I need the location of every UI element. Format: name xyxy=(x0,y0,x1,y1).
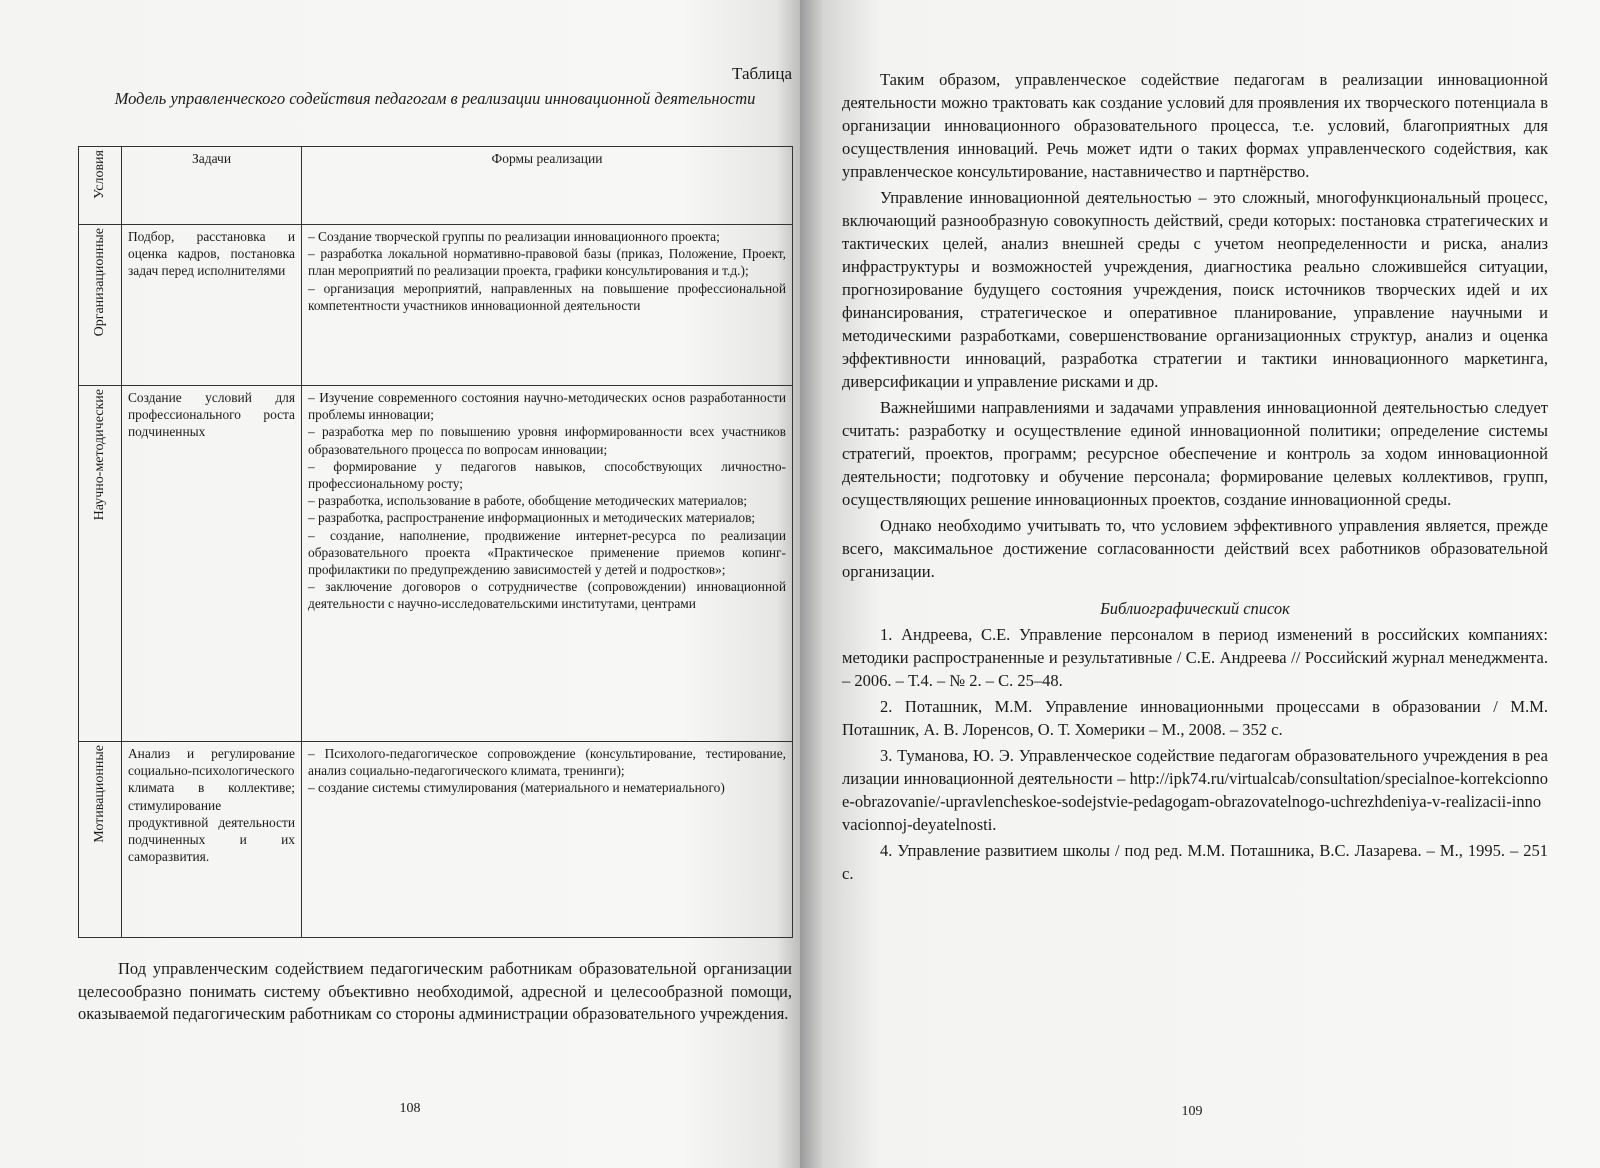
bibliography-item: 3. Туманова, Ю. Э. Управленческое содействие педагогам образовательного учреждения в реализации инновационной деятельности – http://ipk74.ru/virtualcab/consultation/specialnoe-korrekcionnoe-obrazovanie/-upravlencheskoe-sodejstvie-pedagogam-obrazovatelnogo-uchrezhdeniya-v-realizacii-innovacionnoj-deyatelnosti. xyxy=(842,746,1548,834)
condition-cell: Научно-методические xyxy=(79,386,122,742)
form-item: – организация мероприятий, направленных на повышение профессиональной компетентности участников инновационной деятельности xyxy=(308,280,786,313)
task-cell: Подбор, расстановка и оценка кадров, постановка задач перед исполнителями xyxy=(122,225,302,386)
bibliography-item: 4. Управление развитием школы / под ред. М.М. Поташника, В.С. Лазарева. – М., 1995. – 251 с. xyxy=(842,841,1548,883)
form-item: – заключение договоров о сотрудничестве (сопровождении) инновационной деятельности с научно-исследовательскими институтами, центрами xyxy=(308,579,786,612)
table-title: Модель управленческого содействия педагогам в реализации инновационной деятельности xyxy=(114,89,756,108)
condition-cell: Организационные xyxy=(79,225,122,386)
forms-cell xyxy=(302,386,793,742)
table-label: Таблица xyxy=(732,64,792,83)
model-table xyxy=(78,146,793,938)
body-paragraph: Таким образом, управленческое содействие педагогам в реализации инновационной деятельности можно трактовать как создание условий для проявления их творческого потенциала в организации инновационного образовательного процесса, т.е. условий, благоприятных для осуществления инноваций. Речь может идти о таких формах управленческого содействия, как управленческое консультирование, наставничество и партнёрство. xyxy=(842,70,1548,181)
body-paragraph: Важнейшими направлениями и задачами управления инновационной деятельностью следует считать: разработку и осуществление единой инновационной политики; определение системы стратегий, проектов, программ; ресурсное обеспечение и контроль за ходом инновационной деятельности; подготовку и обучение персонала; формирование целевых коллективов, групп, осуществляющих решение инновационных проектов, создание инновационной среды. xyxy=(842,398,1548,509)
forms-cell xyxy=(302,742,793,938)
right-page xyxy=(800,0,1600,1168)
table-header-row xyxy=(79,147,793,225)
body-paragraph: Однако необходимо учитывать то, что условием эффективного управления является, прежде всего, максимальное достижение согласованности действий всех работников образовательной организации. xyxy=(842,516,1548,581)
task-cell: Создание условий для профессионального роста подчиненных xyxy=(122,386,302,742)
form-item: – разработка, использование в работе, обобщение методических материалов; xyxy=(308,493,748,509)
header-tasks: Задачи xyxy=(122,147,302,225)
form-item: – разработка локальной нормативно-правовой базы (приказ, Положение, Проект, план мероприятий по реализации проекта, графики консультирования и т.д.); xyxy=(308,246,786,279)
form-item: – Изучение современного состояния научно-методических основ разработанности проблемы инновации; xyxy=(308,390,786,423)
bibliography-heading: Библиографический список xyxy=(1100,599,1290,618)
right-page-text xyxy=(842,68,1548,885)
form-item: – разработка мер по повышению уровня информированности всех участников образовательного процесса по вопросам инновации; xyxy=(308,424,786,457)
condition-cell: Мотивационные xyxy=(79,742,122,938)
table-row xyxy=(79,386,793,742)
bibliography-item: 2. Поташник, М.М. Управление инновационными процессами в образовании / М.М. Поташник, А. В. Лоренсов, О. Т. Хомерики – М., 2008. – 352 с. xyxy=(842,697,1548,739)
table-row xyxy=(79,225,793,386)
header-conditions: Условия xyxy=(79,147,122,225)
bibliography-item: 1. Андреева, С.Е. Управление персоналом в период изменений в российских компаниях: методики распространенные и результативные / С.Е. Андреева // Российский журнал менеджмента. – 2006. – Т.4. – № 2. – С. 25–48. xyxy=(842,625,1548,690)
form-item: – создание системы стимулирования (материального и нематериального) xyxy=(308,780,725,796)
page-number: 109 xyxy=(1181,1104,1203,1119)
form-item: – разработка, распространение информационных и методических материалов; xyxy=(308,510,756,526)
form-item: – формирование у педагогов навыков, способствующих личностно-профессиональному росту; xyxy=(308,458,786,492)
body-paragraph: Управление инновационной деятельностью – это сложный, многофункциональный процесс, включающий разнообразную совокупность действий, среди которых: постановка стратегических и тактических целей, анализ внешней среды с учетом неопределенности и риска, анализ инфраструктуры и возможностей учреждения, диагностика реально сложившейся ситуации, прогнозирование будущего состояния учреждения, поиск источников творческих идей и их финансирования, стратегическое и оперативное планирование, управление научными и методическими разработками, совершенствование организационных структур, анализ и оценка эффективности инноваций, разработка стратегии и тактики инновационного маркетинга, диверсификации и управление рисками и др. xyxy=(842,188,1548,391)
header-forms: Формы реализации xyxy=(302,147,793,225)
table-row xyxy=(79,742,793,938)
forms-cell xyxy=(302,225,793,386)
body-paragraph: Под управленческим содействием педагогическим работникам образовательной организации целесообразно понимать систему объективно необходимой, адресной и целесообразной помощи, оказываемой педагогическим работникам со стороны администрации образовательного учреждения. xyxy=(78,959,792,1023)
form-item: – создание, наполнение, продвижение интернет-ресурса по реализации образовательного проекта «Практическое применение приемов копинг-профилактики по предупреждению зависимостей у детей и подростков»; xyxy=(308,527,786,578)
form-item: – Создание творческой группы по реализации инновационного проекта; xyxy=(308,229,720,244)
task-cell: Анализ и регулирование социально-психологического климата в коллективе; стимулирование продуктивной деятельности подчиненных и их саморазвития. xyxy=(122,742,302,938)
form-item: – Психолого-педагогическое сопровождение (консультирование, тестирование, анализ социально-педагогического климата, тренинги); xyxy=(308,746,786,779)
page-number: 108 xyxy=(399,1101,421,1116)
